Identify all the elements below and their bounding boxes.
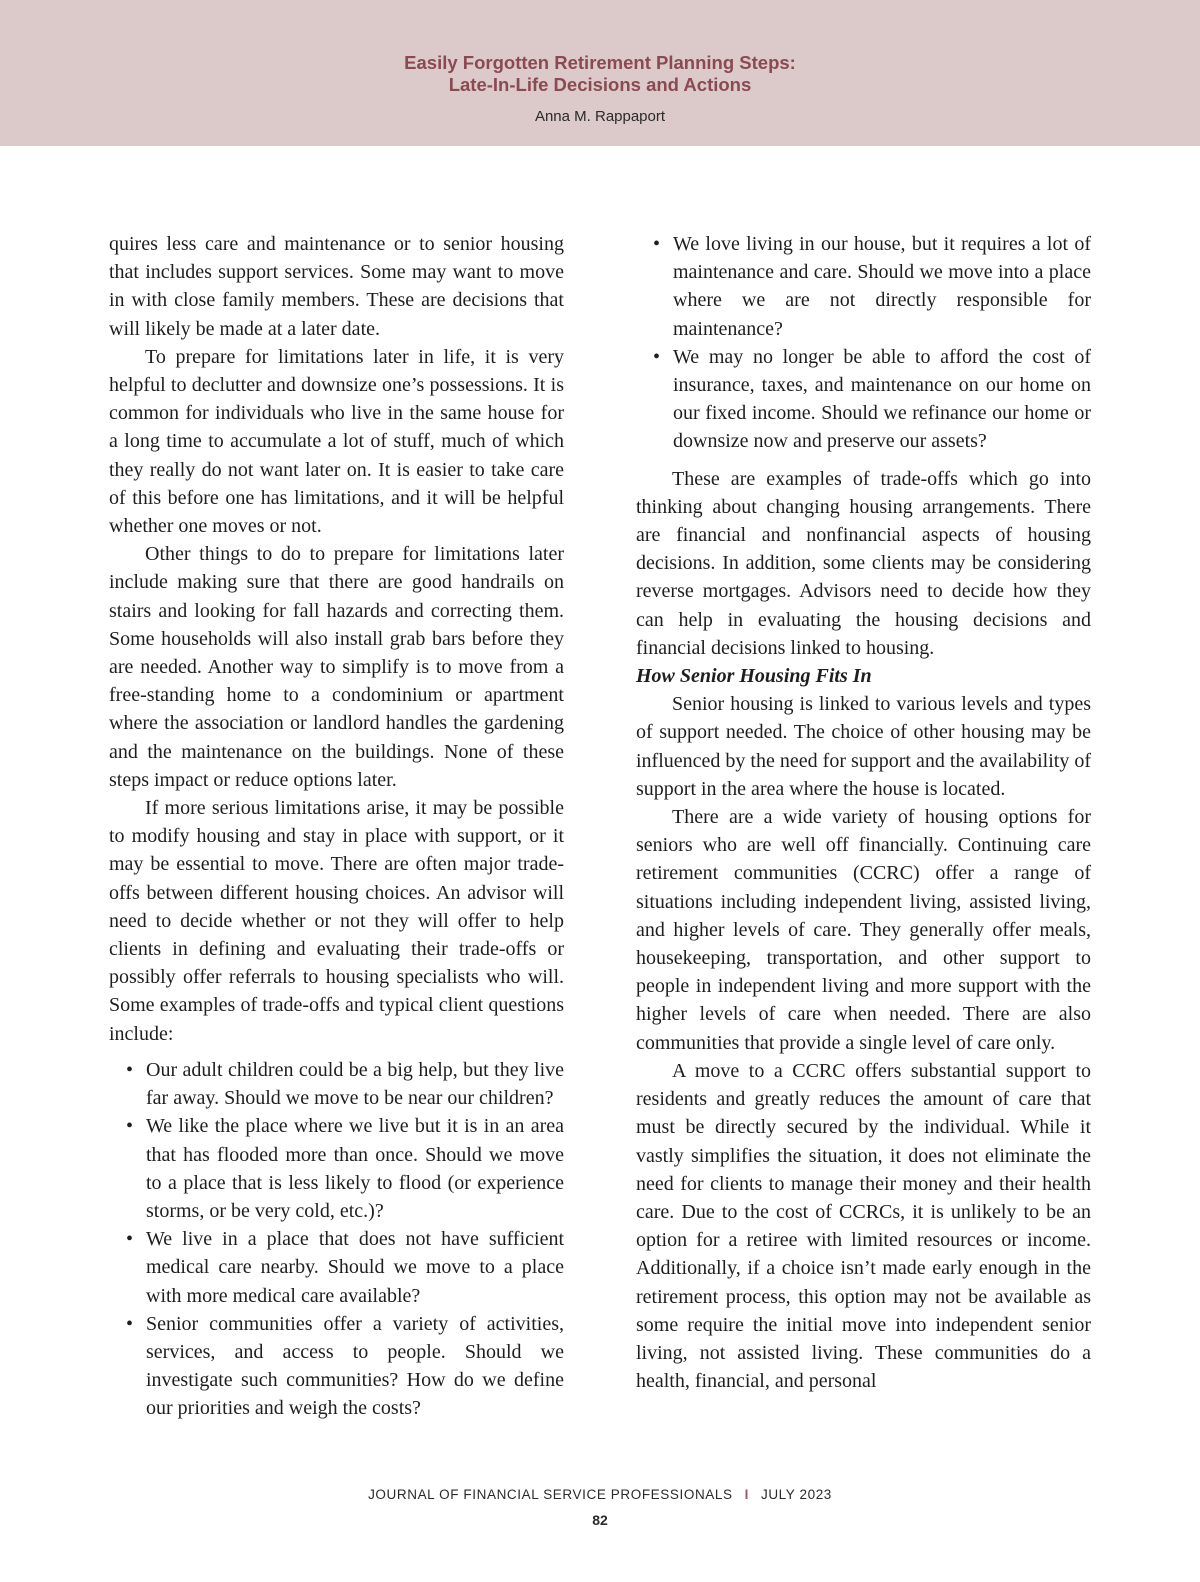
bullet-item: • We may no longer be able to afford the cost of insurance, taxes, and maintenance on our home on our fixed income. Should we refinance our home or downsize now and preserve our assets? (673, 343, 1091, 456)
body-paragraph: If more serious limitations arise, it may be possible to modify housing and stay in place with support, or it may be essential to move. There are often major trade-offs between different housing choices. An advisor will need to decide whether or not they will offer to help clients in defining and evaluating their trade-offs or possibly offer referrals to housing specialists who will. Some examples of trade-offs and typical client questions include: (109, 797, 564, 1045)
body-paragraph: These are examples of trade-offs which go into thinking about changing housing arrangements. There are financial and nonfinancial aspects of housing decisions. In addition, some clients may be considering reverse mortgages. Advisors need to decide how they can help in evaluating the housing decisions and financial decisions linked to housing. (636, 467, 1091, 659)
bullet-item: • Our adult children could be a big help, but they live far away. Should we move to be near our children? (146, 1056, 564, 1112)
bullet-list (636, 230, 1091, 456)
body-paragraph: There are a wide variety of housing options for seniors who are well off financially. Continuing care retirement communities (CCRC) offer a range of situations including independent living, assisted living, and higher levels of care. They generally offer meals, housekeeping, transportation, and other support to people in independent living and more support with the higher levels of care when needed. There are also communities that provide a single level of care only. (636, 806, 1091, 1054)
left-column (109, 230, 564, 1423)
body-paragraph: Other things to do to prepare for limitations later include making sure that there are good handrails on stairs and looking for fall hazards and correcting them. Some households will also install grab bars before they are needed. Another way to simplify is to move from a free-standing home to a condominium or apartment where the association or landlord handles the gardening and the maintenance on the buildings. None of these steps impact or reduce options later. (109, 543, 564, 791)
bullet-item: • Senior communities offer a variety of activities, services, and access to people. Should we investigate such communities? How do we define our priorities and weigh the costs? (146, 1310, 564, 1423)
journal-name: JOURNAL OF FINANCIAL SERVICE PROFESSIONALS (368, 1487, 733, 1502)
page-number: 82 (592, 1512, 608, 1528)
page-footer (0, 1487, 1200, 1502)
bullet-item: • We live in a place that does not have sufficient medical care nearby. Should we move to a place with more medical care available? (146, 1225, 564, 1310)
footer-separator: I (744, 1487, 749, 1502)
bullet-item: • We like the place where we live but it is in an area that has flooded more than once. Should we move to a place that is less likely to flood (or experience storms, or be very cold, etc.)? (146, 1112, 564, 1225)
body-paragraph: Senior housing is linked to various levels and types of support needed. The choice of other housing may be influenced by the need for support and the availability of support in the area where the house is located. (636, 693, 1091, 800)
bullet-item: • We love living in our house, but it requires a lot of maintenance and care. Should we move into a place where we are not directly responsible for maintenance? (673, 230, 1091, 343)
body-paragraph: To prepare for limitations later in life, it is very helpful to declutter and downsize one’s possessions. It is common for individuals who live in the same house for a long time to accumulate a lot of stuff, much of which they really do not want later on. It is easier to take care of this before one has limitations, and it will be helpful whether one moves or not. (109, 345, 564, 538)
issue-date: JULY 2023 (760, 1487, 832, 1502)
section-heading: How Senior Housing Fits In (636, 665, 872, 688)
article-title-line-1: Easily Forgotten Retirement Planning Steps: (404, 52, 796, 73)
article-header (0, 0, 1200, 146)
article-title-line-2: Late-In-Life Decisions and Actions (448, 74, 752, 95)
body-paragraph: A move to a CCRC offers substantial support to residents and greatly reduces the amount of care that must be directly secured by the individual. While it vastly simplifies the situation, it does not eliminate the need for clients to manage their money and their health care. Due to the cost of CCRCs, it is unlikely to be an option for a retiree with limited resources or income. Additionally, if a choice isn’t made early enough in the retirement process, this option may not be available as some require the initial move into independent senior living, not assisted living. These communities do a health, financial, and personal (636, 1059, 1091, 1393)
article-author: Anna M. Rappaport (534, 108, 666, 125)
bullet-list (109, 1056, 564, 1423)
right-column (636, 230, 1091, 1395)
article-title (0, 52, 1200, 96)
body-paragraph: quires less care and maintenance or to senior housing that includes support services. Some may want to move in with close family members. These are decisions that will likely be made at a later date. (109, 233, 564, 340)
